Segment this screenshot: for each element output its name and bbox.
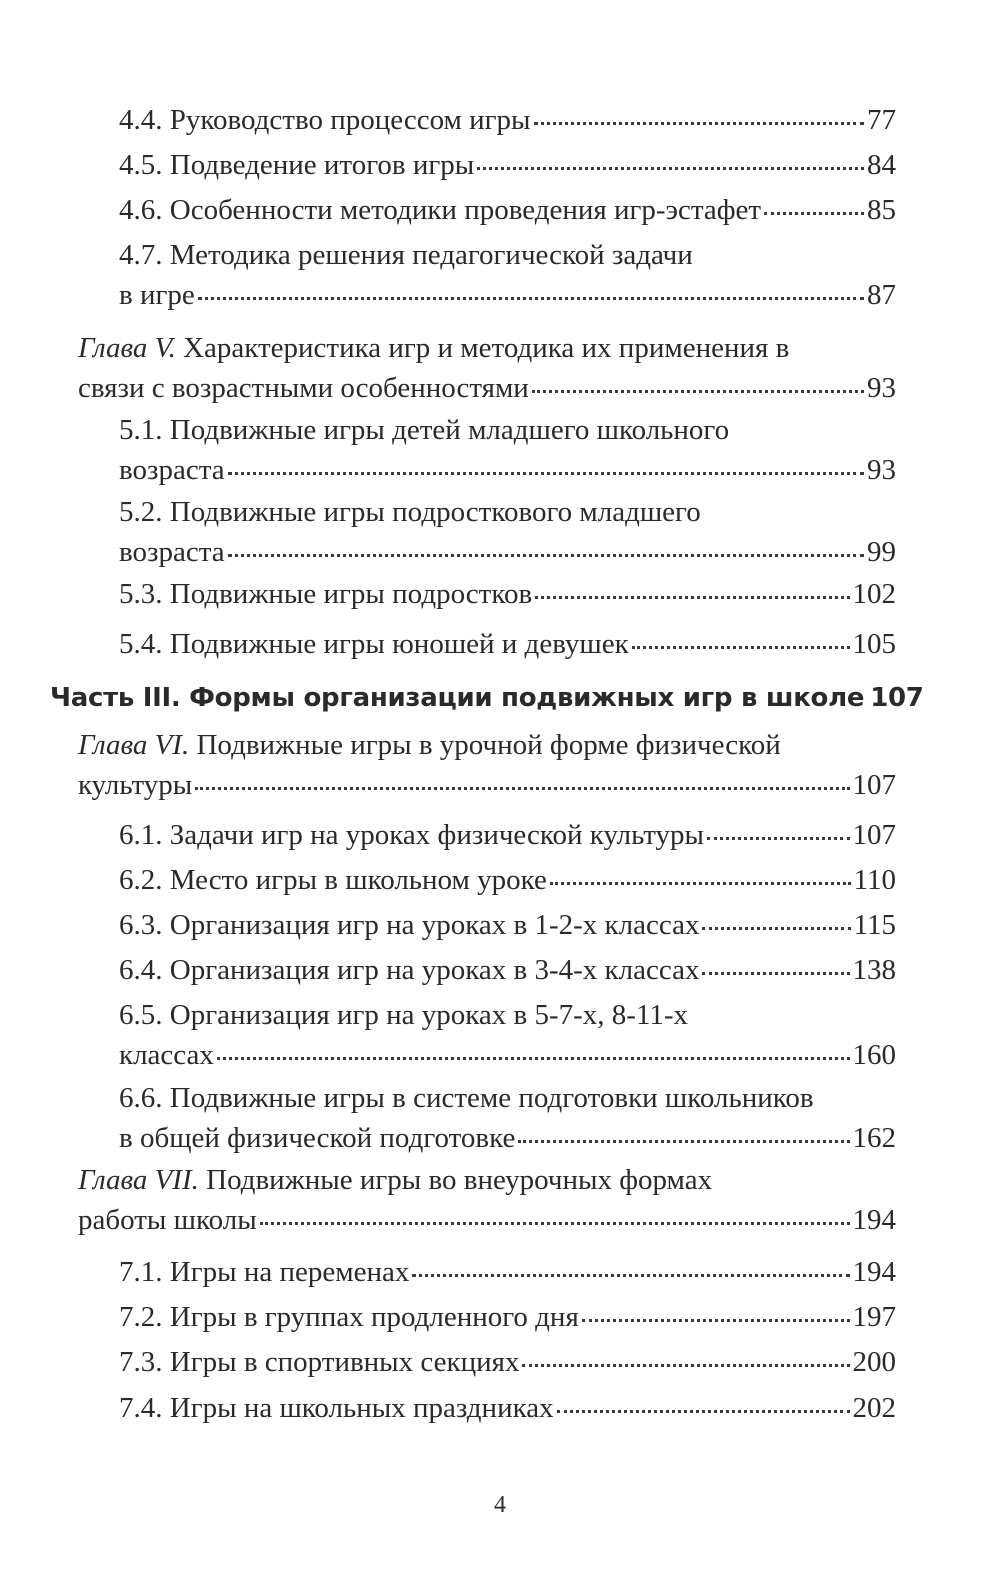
toc-entry-title: 6.4. Организация игр на уроках в 3-4-х классах <box>119 954 700 986</box>
dot-leader <box>764 190 864 219</box>
toc-page-number: 138 <box>852 954 896 986</box>
dot-leader <box>534 100 864 129</box>
toc-entry-title-line: Характеристика игр и методика их применения в <box>175 332 790 364</box>
toc-entry-4-6 <box>78 190 896 230</box>
toc-entry-4-4 <box>78 100 896 140</box>
toc-entry-7-1 <box>78 1252 896 1292</box>
toc-entry-5-2 <box>78 492 896 572</box>
toc-entry-title: 5.3. Подвижные игры подростков <box>119 578 533 610</box>
chapter-prefix: Глава VI. <box>78 729 190 761</box>
toc-entry-title: в игре <box>119 279 195 311</box>
toc-entry-title: возраста <box>119 454 225 486</box>
dot-leader <box>707 815 849 844</box>
dot-leader <box>632 624 850 653</box>
toc-page-number: 115 <box>853 909 896 941</box>
toc-page-number: 194 <box>852 1204 896 1236</box>
dot-leader <box>518 1118 849 1147</box>
toc-chapter-6 <box>78 725 896 805</box>
toc-entry-5-1 <box>78 410 896 490</box>
toc-entry-6-2 <box>78 860 896 900</box>
toc-entry-title: 5.4. Подвижные игры юношей и девушек <box>119 628 629 660</box>
toc-entry-title: в общей физической подготовке <box>119 1122 516 1154</box>
toc-entry-title: 7.3. Игры в спортивных секциях <box>119 1346 520 1378</box>
toc-entry-title: 7.1. Игры на переменах <box>119 1256 410 1288</box>
toc-entry-title: 6.3. Организация игр на уроках в 1-2-х классах <box>119 909 700 941</box>
toc-entry-title-line: 5.1. Подвижные игры детей младшего школьного <box>119 414 730 446</box>
dot-leader <box>550 860 851 889</box>
toc-entry-5-4 <box>78 624 896 664</box>
toc-entry-6-1 <box>78 815 896 855</box>
dot-leader <box>702 950 849 979</box>
dot-leader <box>535 574 849 603</box>
toc-page-number: 110 <box>853 864 896 896</box>
toc-page-number: 107 <box>852 819 896 851</box>
toc-entry-title: 4.4. Руководство процессом игры <box>119 104 531 136</box>
toc-page-number: 194 <box>852 1256 896 1288</box>
chapter-prefix: Глава VII. <box>78 1164 199 1196</box>
toc-page-number: 102 <box>852 578 896 610</box>
dot-leader <box>557 1388 850 1417</box>
page-number: 4 <box>494 1492 506 1518</box>
dot-leader <box>217 1035 850 1064</box>
toc-page-number: 84 <box>867 149 896 181</box>
toc-page-number: 107 <box>852 769 896 801</box>
toc-entry-title: 6.1. Задачи игр на уроках физической культуры <box>119 819 705 851</box>
toc-entry-7-2 <box>78 1297 896 1337</box>
dot-leader <box>198 275 864 304</box>
toc-entry-title: классах <box>119 1039 214 1071</box>
toc-page-number: 202 <box>852 1392 896 1424</box>
toc-entry-title: связи с возрастными особенностями <box>78 372 529 404</box>
toc-page-number: 87 <box>867 279 896 311</box>
dot-leader <box>228 450 864 479</box>
toc-entry-6-4 <box>78 950 896 990</box>
toc-entry-title-line: Подвижные игры во внеурочных формах <box>198 1164 713 1196</box>
toc-entry-title: Часть III. Формы организации подвижных игр в школе <box>50 683 865 713</box>
toc-entry-6-6 <box>78 1078 896 1158</box>
toc-chapter-7 <box>78 1160 896 1240</box>
toc-entry-title-line: Подвижные игры в урочной форме физической <box>189 729 781 761</box>
toc-page-number: 200 <box>852 1346 896 1378</box>
chapter-prefix: Глава V. <box>78 332 176 364</box>
toc-page-number: 160 <box>852 1039 896 1071</box>
toc-entry-title-line: 5.2. Подвижные игры подросткового младшего <box>119 496 701 528</box>
toc-part-3 <box>50 678 924 718</box>
toc-page-number: 162 <box>852 1122 896 1154</box>
toc-page-number: 93 <box>867 454 896 486</box>
toc-entry-title: культуры <box>78 769 193 801</box>
toc-entry-7-4 <box>78 1388 896 1428</box>
toc-page-number: 85 <box>867 194 896 226</box>
toc-entry-4-5 <box>78 145 896 185</box>
dot-leader <box>702 905 850 934</box>
toc-entry-title: 7.2. Игры в группах продленного дня <box>119 1301 579 1333</box>
toc-entry-title: 4.6. Особенности методики проведения игр-эстафет <box>119 194 762 226</box>
toc-page-number: 105 <box>852 628 896 660</box>
dot-leader <box>582 1297 850 1326</box>
dot-leader <box>477 145 864 174</box>
toc-page-number: 93 <box>867 372 896 404</box>
toc-entry-title: работы школы <box>78 1204 257 1236</box>
toc-entry-title-line: 6.5. Организация игр на уроках в 5-7-х, 8-11-х <box>119 999 689 1031</box>
toc-entry-title-line: 4.7. Методика решения педагогической задачи <box>119 239 693 271</box>
dot-leader <box>412 1252 849 1281</box>
dot-leader <box>532 368 864 397</box>
toc-entry-6-5 <box>78 995 896 1075</box>
dot-leader <box>260 1200 850 1229</box>
toc-page-number: 107 <box>870 683 924 713</box>
toc-page-number: 77 <box>867 104 896 136</box>
toc-entry-title: 6.2. Место игры в школьном уроке <box>119 864 547 896</box>
toc-entry-title: возраста <box>119 536 225 568</box>
toc-page-number: 99 <box>867 536 896 568</box>
dot-leader <box>195 765 849 794</box>
toc-entry-6-3 <box>78 905 896 945</box>
toc-entry-4-7 <box>78 235 896 315</box>
toc-entry-5-3 <box>78 574 896 614</box>
dot-leader <box>228 532 864 561</box>
toc-page-number: 197 <box>852 1301 896 1333</box>
toc-chapter-5 <box>78 328 896 408</box>
toc-entry-title: 7.4. Игры на школьных праздниках <box>119 1392 554 1424</box>
toc-entry-title-line: 6.6. Подвижные игры в системе подготовки школьников <box>119 1082 814 1114</box>
toc-entry-title: 4.5. Подведение итогов игры <box>119 149 475 181</box>
dot-leader <box>522 1342 849 1371</box>
toc-entry-7-3 <box>78 1342 896 1382</box>
